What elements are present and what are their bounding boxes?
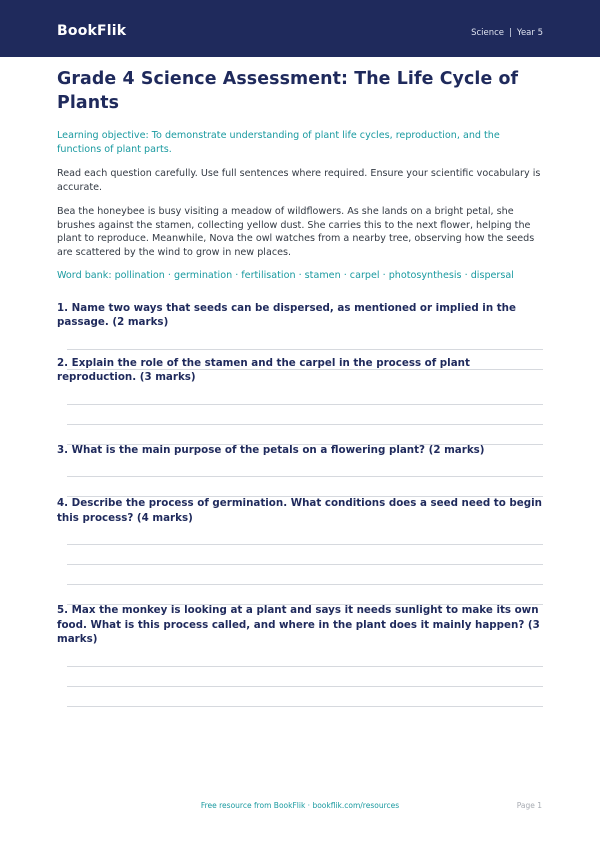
worksheet-content (57, 57, 543, 707)
answer-line[interactable] (67, 564, 543, 565)
page-title: Grade 4 Science Assessment: The Life Cycle of Plants (57, 69, 519, 113)
question-text: 5. Max the monkey is looking at a plant and says it needs sunlight to make its own food. What is this process called, and where in the plant does it mainly happen? (3 marks) (57, 604, 540, 645)
footer-text: Free resource from BookFlik · bookflik.com/resources (200, 801, 400, 810)
answer-line[interactable] (67, 476, 543, 477)
question-text: 2. Explain the role of the stamen and the carpel in the process of plant reproduction. (3 marks) (57, 356, 470, 383)
answer-line[interactable] (67, 686, 543, 687)
brand-logo[interactable]: BookFlik (57, 23, 127, 39)
question-5 (57, 603, 543, 707)
subject-label: Science (471, 28, 505, 38)
question-text: 4. Describe the process of germination. What conditions does a seed need to begin this process? (4 marks) (57, 497, 542, 524)
question-2 (57, 356, 543, 445)
word-bank: Word bank: pollination · germination · fertilisation · stamen · carpel · photosynthesis · dispersal (57, 270, 514, 281)
question-text: 3. What is the main purpose of the petals on a flowering plant? (2 marks) (57, 443, 485, 456)
question-3 (57, 443, 543, 498)
header-meta (471, 28, 543, 38)
answer-line[interactable] (67, 404, 543, 405)
answer-line[interactable] (67, 706, 543, 707)
answer-line[interactable] (67, 349, 543, 350)
year-label: Year 5 (516, 28, 543, 38)
question-text: 1. Name two ways that seeds can be dispersed, as mentioned or implied in the passage. (2 marks) (57, 301, 516, 328)
answer-line[interactable] (67, 584, 543, 585)
instructions: Read each question carefully. Use full sentences where required. Ensure your scientific vocabulary is accurate. (57, 168, 541, 193)
learning-objective: Learning objective: To demonstrate understanding of plant life cycles, reproduction, and the functions of plant parts. (57, 130, 500, 155)
answer-line[interactable] (67, 424, 543, 425)
answer-line[interactable] (67, 544, 543, 545)
meta-separator: | (509, 28, 512, 38)
page-number: Page 1 (516, 801, 542, 810)
story-passage: Bea the honeybee is busy visiting a meadow of wildflowers. As she lands on a bright petal, she brushes against the stamen, collecting yellow dust. She carries this to the next flower, helping the plant to reproduce. Meanwhile, Nova the owl watches from a nearby tree, observing how the seeds are scattered by the wind to grow in new places. (57, 206, 535, 258)
question-4 (57, 496, 543, 605)
answer-line[interactable] (67, 666, 543, 667)
header-bar (0, 0, 600, 57)
